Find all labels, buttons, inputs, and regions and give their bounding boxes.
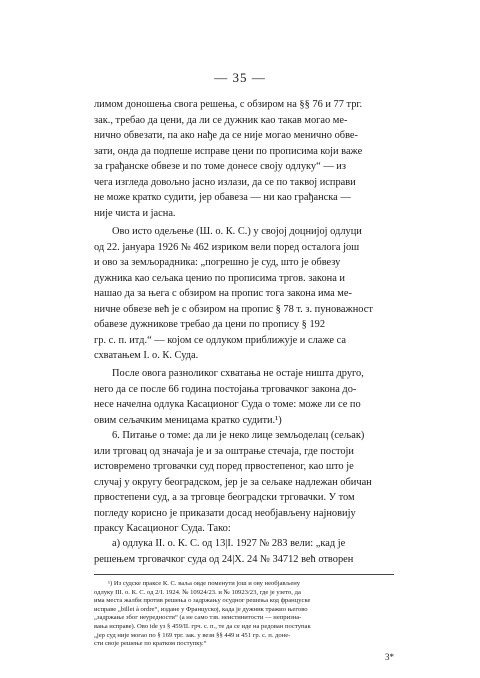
text-line: и ово за земљорадника: „погрешно је суд, што је обвезу [94, 257, 341, 268]
footnote-line: сти своје решење по кратком поступку.“ [94, 640, 207, 648]
text-line: обавезе дужникове требао да цени по пропису § 192 [94, 319, 326, 330]
text-line: дужника као сељака ценио по прописима тргов. закона и [94, 272, 345, 284]
text-line: нично обвезати, па ако нађе да се није могао менично обве- [94, 130, 358, 141]
footnote-line: исправе „billet à ordre“, издане у Француској, када је дужник тражио његово [94, 605, 308, 613]
text-line: зати, онда да подпеше исправе цени по прописима који важе [94, 145, 363, 157]
text-line: од 22. јануара 1926 № 462 изриком вели поред осталога још [94, 241, 360, 253]
footnotes [94, 580, 394, 649]
footnote-line: „задржање због неуредности“ (а не само тзв. неистинитости — непризна- [94, 614, 302, 622]
text-line: нашао да за њега с обзиром на пропис тога закона има ме- [94, 288, 352, 299]
text-line: не може кратко судити, јер обавеза — ни као грађанска — [94, 192, 351, 203]
text-line: него да се после 66 година постојања трговачког закона до- [94, 383, 357, 395]
text-line: првостепени суд, а за трговце београдски трговачки. У том [94, 492, 355, 503]
footnote-line: има места жалби против решења о задржању осудног решења код француске [94, 597, 311, 605]
text-line: није чиста и јасна. [94, 207, 176, 219]
text-line: ничне обвезе већ је с обзиром на пропис § 78 т. з. пуноважност [94, 303, 373, 315]
text-line: а) одлука II. о. К. С. од 13|I. 1927 № 283 вели: „кад је [112, 538, 346, 549]
text-line: истовремено трговачки суд поред првостепеног, као што је [94, 461, 354, 472]
paragraph-2 [94, 224, 394, 364]
text-line: схватањем I. о. К. Суда. [94, 350, 199, 361]
footnote-line: одлуку III. о. К. С. од 2/I. 1924. № 10924/23. и № 10923/23, где је узето, да [94, 588, 301, 596]
text-line: погледу корисно је приказати досад необјављену најновију [94, 507, 356, 519]
text-line: случај у округу београдском, јер је за сељаке надлежан обичан [94, 476, 372, 488]
text-line: зак., требао да цени, да ли се дужник као такав могао ме- [94, 114, 348, 126]
text-line: Ово исто одељење (Ш. о. К. С.) у својој доцнијој одлуци [112, 226, 362, 237]
signature-mark: 3* [385, 652, 394, 662]
paragraph-3 [94, 366, 394, 428]
paragraph-1 [94, 97, 394, 221]
text-line: или трговац од значаја је и за оштрање стечаја, где постоји [94, 445, 354, 457]
text-line: за грађанске обвезе и по томе донесе своју одлуку“ — из [94, 161, 346, 172]
footnote-line: ¹) Из судске праксе К. С. ваља овде поменути још и ову необјављену [108, 580, 301, 587]
paragraph-4 [94, 428, 394, 537]
text-line: гр. с. п. итд.“ — којом се одлуком приближује и слаже са [94, 334, 346, 346]
text-line: чега изгледа довољно јасно излази, да се по таквој исправи [94, 176, 356, 188]
footnote-divider [94, 574, 394, 575]
footnote-line: вања исправе). Ово ide уз § 459/II. грч. с. п., те да се иде на редован поступак [94, 622, 311, 630]
page-number: — 35 — [214, 70, 266, 85]
text-line: 6. Питање о томе: да ли је неко лице земљоделац (сељак) [112, 430, 365, 441]
text-line: несе начелна одлука Касационог Суда о томе: може ли се по [94, 399, 361, 410]
text-line: решењем трговачког суда од 24|X. 24 № 34712 већ отворен [94, 553, 354, 565]
footnote-line: „јер суд није могао по § 169 трг. зак. у вези §§ 449 и 451 гр. с. п. доне- [94, 631, 291, 639]
text-line: праксу Касационог Суда. Тако: [94, 523, 231, 534]
text-line: После овога разноликог схватања не остаје ништа друго, [112, 368, 364, 379]
text-line: овим сељачким меницама кратко судити.¹) [94, 414, 282, 426]
paragraph-5 [94, 536, 394, 567]
text-line: лимом доношења свога решења, с обзиром на §§ 76 и 77 трг. [94, 99, 363, 110]
